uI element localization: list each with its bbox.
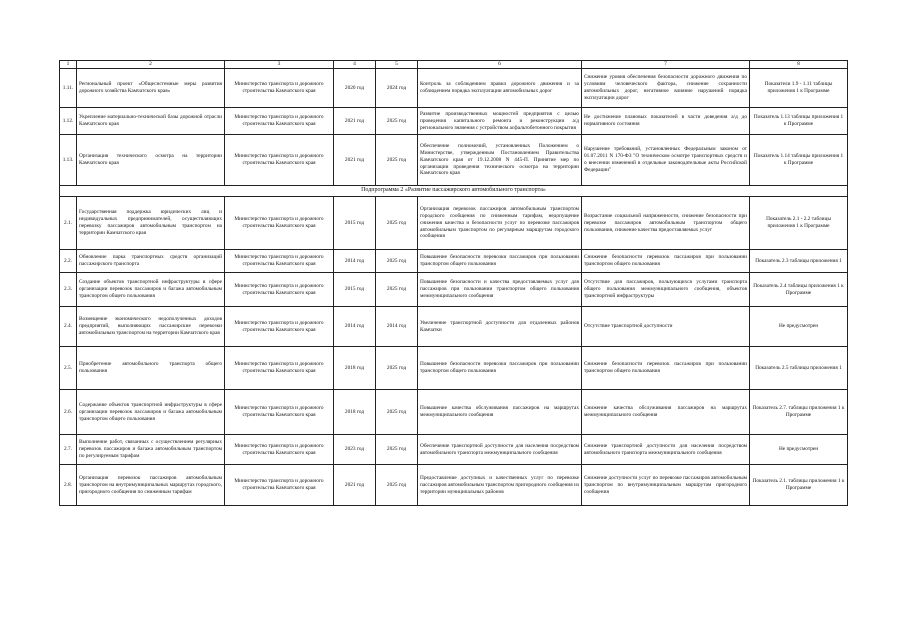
subprogram-row bbox=[60, 186, 848, 197]
expected-result: Обеспечение транспортной доступности для населения посредством автомобильного транспорта межмуниципального сообщения bbox=[418, 435, 582, 465]
table-row bbox=[60, 250, 848, 273]
table-row bbox=[60, 69, 848, 108]
expected-result: Увеличение транспортной доступности для отдаленных районов Камчатки bbox=[418, 307, 582, 347]
non-implementation-consequence: Возрастание социальной напряженности, снижение безопасности при перевозке пассажиров автомобильным транспортом общего пользования, снижение качества предоставляемых услуг bbox=[582, 197, 750, 250]
measure-name: Приобретение автомобильного транспорта общего пользования bbox=[77, 347, 225, 390]
executor: Министерство транспорта и дорожного строительства Камчатского края bbox=[225, 465, 334, 506]
indicator-link: Показатель 1.14 таблицы приложения 1 к Программе bbox=[750, 135, 848, 186]
row-number: 2.5. bbox=[60, 347, 77, 390]
start-year: 2021 год bbox=[334, 108, 376, 135]
non-implementation-consequence: Снижение безопасности перевозок пассажиров при пользовании транспортом общего пользования bbox=[582, 347, 750, 390]
non-implementation-consequence: Отсутствие для пассажиров, пользующихся услугами транспорта общего пользования межмуниципального сообщения, объектов транспортной инфраструктуры bbox=[582, 273, 750, 307]
start-year: 2020 год bbox=[334, 69, 376, 108]
table-row bbox=[60, 390, 848, 435]
end-year: 2025 год bbox=[376, 250, 418, 273]
subprogram-title: Подпрограмма 2 «Развитие пассажирского автомобильного транспорта» bbox=[60, 186, 848, 197]
end-year: 2025 год bbox=[376, 108, 418, 135]
start-year: 2021 год bbox=[334, 135, 376, 186]
executor: Министерство транспорта и дорожного строительства Камчатского края bbox=[225, 307, 334, 347]
expected-result: Организация перевозок пассажиров автомобильным транспортом городского сообщения по сниженным тарифам, недопущение снижения качества и безопасности услуг по перевозке пассажиров автомобильным транспортом по регулярным маршрутам городского сообщения bbox=[418, 197, 582, 250]
start-year: 2014 год bbox=[334, 307, 376, 347]
start-year: 2015 год bbox=[334, 273, 376, 307]
measure-name: Государственная поддержка юридических лиц и индивидуальных предпринимателей, осуществляющих перевозку пассажиров автомобильным транспортом на территории Камчатского края bbox=[77, 197, 225, 250]
expected-result: Повышение качества обслуживания пассажиров на маршрутах межмуниципального сообщения bbox=[418, 390, 582, 435]
indicator-link: Не предусмотрен bbox=[750, 307, 848, 347]
non-implementation-consequence: Отсутствие транспортной доступности bbox=[582, 307, 750, 347]
end-year: 2025 год bbox=[376, 347, 418, 390]
table-row bbox=[60, 307, 848, 347]
end-year: 2014 год bbox=[376, 307, 418, 347]
expected-result: Предоставление доступных и качественных услуг по перевозке пассажиров автомобильным транспортом пригородного сообщения из территории муниципальных районов bbox=[418, 465, 582, 506]
start-year: 2014 год bbox=[334, 250, 376, 273]
row-number: 1.13. bbox=[60, 135, 77, 186]
non-implementation-consequence: Снижение доступности услуг по перевозке пассажиров автомобильным транспортом по внутримуниципальным маршрутам пригородного сообщения bbox=[582, 465, 750, 506]
measure-name: Региональный проект «Общесистемные меры развития дорожного хозяйства Камчатского края» bbox=[77, 69, 225, 108]
indicator-link: Показатель 1.13 таблицы приложения 1 к Программе bbox=[750, 108, 848, 135]
row-number: 2.6. bbox=[60, 390, 77, 435]
measure-name: Укрепление материально-технической базы дорожной отрасли Камчатского края bbox=[77, 108, 225, 135]
expected-result: Повышение безопасности перевозки пассажиров при пользовании транспортом общего пользования bbox=[418, 250, 582, 273]
measure-name: Выполнение работ, связанных с осуществлением регулярных перевозок пассажиров и багажа автомобильным транспортом по регулируемым тарифам bbox=[77, 435, 225, 465]
end-year: 2025 год bbox=[376, 435, 418, 465]
non-implementation-consequence: Не достижение плановых показателей в части доведения а/д до нормативного состояния bbox=[582, 108, 750, 135]
document-page bbox=[59, 60, 847, 506]
non-implementation-consequence: Снижение качества обслуживания пассажиров на маршрутах межмуниципального сообщения bbox=[582, 390, 750, 435]
start-year: 2018 год bbox=[334, 390, 376, 435]
table-row bbox=[60, 273, 848, 307]
column-number-row bbox=[60, 61, 848, 69]
executor: Министерство транспорта и дорожного строительства Камчатского края bbox=[225, 250, 334, 273]
executor: Министерство транспорта и дорожного строительства Камчатского края bbox=[225, 69, 334, 108]
start-year: 2023 год bbox=[334, 435, 376, 465]
measure-name: Организация технического осмотра на территории Камчатского края bbox=[77, 135, 225, 186]
row-number: 2.1. bbox=[60, 197, 77, 250]
indicator-link: Показатель 2.1 - 2.2 таблицы приложения 1 к Программе bbox=[750, 197, 848, 250]
table-row bbox=[60, 347, 848, 390]
non-implementation-consequence: Снижение транспортной доступности для населения посредством автомобильного транспорта межмуниципального сообщения bbox=[582, 435, 750, 465]
non-implementation-consequence: Снижение уровня обеспечения безопасности дорожного движения по условиям человеческого фактора, снижение сохранности автомобильных дорог, негативное влияние нарушений порядка эксплуатации дорог bbox=[582, 69, 750, 108]
end-year: 2025 год bbox=[376, 197, 418, 250]
end-year: 2025 год bbox=[376, 390, 418, 435]
column-number: 2 bbox=[77, 61, 225, 69]
row-number: 2.4. bbox=[60, 307, 77, 347]
expected-result: Контроль за соблюдением правил дорожного движения и за соблюдением порядка эксплуатации автомобильных дорог bbox=[418, 69, 582, 108]
executor: Министерство транспорта и дорожного строительства Камчатского края bbox=[225, 108, 334, 135]
start-year: 2018 год bbox=[334, 347, 376, 390]
row-number: 2.3. bbox=[60, 273, 77, 307]
row-number: 2.7. bbox=[60, 435, 77, 465]
column-number: 7 bbox=[582, 61, 750, 69]
indicator-link: Показатель 2.7. таблицы приложения 1 к Программе bbox=[750, 390, 848, 435]
column-number: 4 bbox=[334, 61, 376, 69]
end-year: 2025 год bbox=[376, 135, 418, 186]
measure-name: Содержание объектов транспортной инфраструктуры в сфере организации перевозок пассажиров и багажа автомобильным транспортом общего пользования bbox=[77, 390, 225, 435]
executor: Министерство транспорта и дорожного строительства Камчатского края bbox=[225, 197, 334, 250]
end-year: 2025 год bbox=[376, 465, 418, 506]
executor: Министерство транспорта и дорожного строительства Камчатского края bbox=[225, 135, 334, 186]
start-year: 2015 год bbox=[334, 197, 376, 250]
column-number: 8 bbox=[750, 61, 848, 69]
row-number: 1.12. bbox=[60, 108, 77, 135]
indicator-link: Показатель 2.1. таблицы приложения 1 к Программе bbox=[750, 465, 848, 506]
start-year: 2021 год bbox=[334, 465, 376, 506]
end-year: 2024 год bbox=[376, 69, 418, 108]
column-number: 5 bbox=[376, 61, 418, 69]
expected-result: Повышение безопасности перевозки пассажиров при пользовании транспортом общего пользования bbox=[418, 347, 582, 390]
measure-name: Возмещение экономического недополученных доходов предприятий, выполняющих пассажирские перевозки автомобильным транспортом на территории Камчатского края bbox=[77, 307, 225, 347]
measure-name: Создание объектов транспортной инфраструктуры в сфере организации перевозок пассажиров и багажа автомобильным транспортом общего пользования bbox=[77, 273, 225, 307]
table-row bbox=[60, 135, 848, 186]
column-number: 3 bbox=[225, 61, 334, 69]
table-row bbox=[60, 197, 848, 250]
non-implementation-consequence: Снижение безопасности перевозок пассажиров при пользовании транспортом общего пользования bbox=[582, 250, 750, 273]
executor: Министерство транспорта и дорожного строительства Камчатского края bbox=[225, 347, 334, 390]
indicator-link: Показатель 2.5 таблицы приложения 1 bbox=[750, 347, 848, 390]
non-implementation-consequence: Нарушение требований, установленных Федеральным законом от 01.07.2011 N 170-ФЗ "О техническом осмотре транспортных средств и о внесении изменений в отдельные законодательные акты Российской Федерации" bbox=[582, 135, 750, 186]
expected-result: Развитие производственных мощностей предприятия с целью проведения капитального ремонта и реконструкции а/д регионального значения с устройством асфальтобетонного покрытия bbox=[418, 108, 582, 135]
measure-name: Обновление парка транспортных средств организаций пассажирского транспорта bbox=[77, 250, 225, 273]
table-row bbox=[60, 108, 848, 135]
row-number: 2.2. bbox=[60, 250, 77, 273]
indicator-link: Показатель 2.3 таблицы приложения 1 bbox=[750, 250, 848, 273]
indicator-link: Показатели 1.9 - 1.11 таблицы приложения 1 к Программе bbox=[750, 69, 848, 108]
column-number: 6 bbox=[418, 61, 582, 69]
column-number: 1 bbox=[60, 61, 77, 69]
row-number: 1.11. bbox=[60, 69, 77, 108]
expected-result: Повышение безопасности и качества предоставляемых услуг для пассажиров при пользовании транспортом общего пользования межмуниципального сообщения bbox=[418, 273, 582, 307]
expected-result: Обеспечение полномочий, установленных Положением о Министерстве, утвержденным Постановлением Правительства Камчатского края от 19.12.2008 N 445-П. Принятие мер по организации проведения технического осмотра на территории Камчатского края bbox=[418, 135, 582, 186]
executor: Министерство транспорта и дорожного строительства Камчатского края bbox=[225, 390, 334, 435]
indicator-link: Показатель 2.4 таблицы приложения 1 к Программе bbox=[750, 273, 848, 307]
table-row bbox=[60, 465, 848, 506]
row-number: 2.8. bbox=[60, 465, 77, 506]
indicator-link: Не предусмотрен bbox=[750, 435, 848, 465]
measure-name: Организация перевозок пассажиров автомобильным транспортом на внутримуниципальных маршрутах городского, пригородного сообщения по сниженным тарифам bbox=[77, 465, 225, 506]
table-row bbox=[60, 435, 848, 465]
executor: Министерство транспорта и дорожного строительства Камчатского края bbox=[225, 435, 334, 465]
executor: Министерство транспорта и дорожного строительства Камчатского края bbox=[225, 273, 334, 307]
measures-table bbox=[59, 60, 848, 506]
end-year: 2025 год bbox=[376, 273, 418, 307]
